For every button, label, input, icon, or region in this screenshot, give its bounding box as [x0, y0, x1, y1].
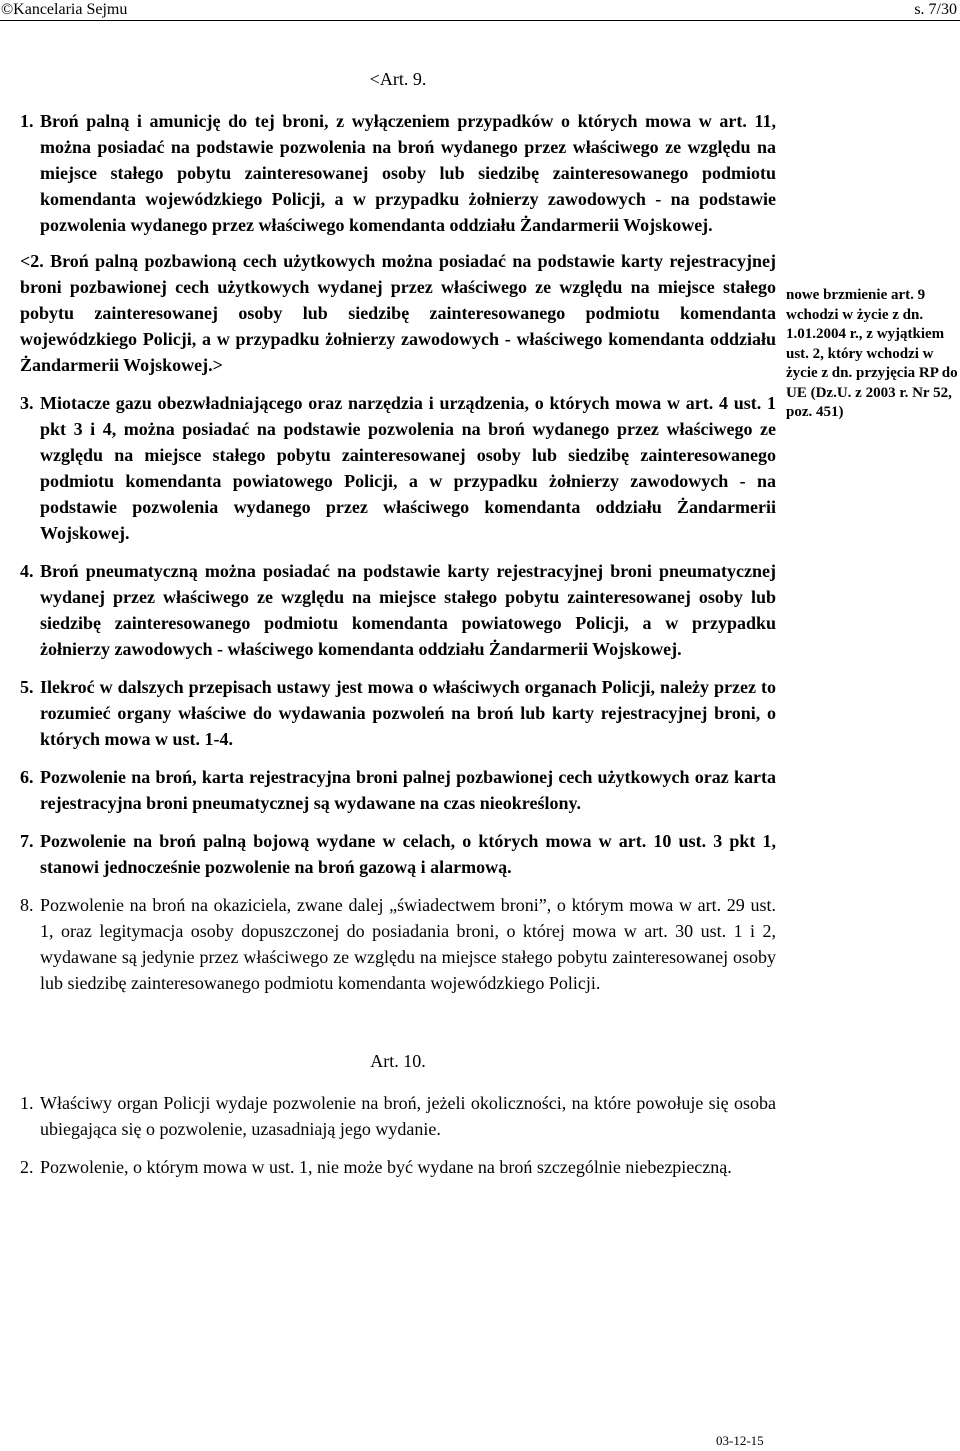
- art9-paragraph-2: [20, 248, 776, 378]
- art9-p6-number: 6.: [20, 767, 34, 787]
- art9-p5-number: 5.: [20, 677, 34, 697]
- art10-title: Art. 10.: [370, 1051, 426, 1071]
- footer-date: 03-12-15: [716, 1433, 764, 1448]
- art9-paragraph-5: [20, 674, 776, 752]
- margin-note: nowe brzmienie art. 9 wchodzi w życie z dn. 1.01.2004 r., z wyjątkiem ust. 2, który wchodzi w życie z dn. przyjęcia RP do UE (Dz.U. z 2003 r. Nr 52, poz. 451): [786, 287, 958, 420]
- page-header: [0, 0, 960, 22]
- art10-p1-number: 1.: [20, 1093, 34, 1113]
- art9-p4-number: 4.: [20, 561, 34, 581]
- art9-paragraph-8: [20, 892, 776, 996]
- header-rule: [0, 20, 960, 21]
- art9-p1-text: Broń palną i amunicję do tej broni, z wyłączeniem przypadków o których mowa w art. 11, można posiadać na podstawie pozwolenia na broń wydanego przez właściwego ze względu na miejsce stałego pobytu zainteresowanej osoby lub siedzibę zainteresowanego podmiotu komendanta wojewódzkiego Policji, a w przypadku żołnierzy zawodowych - na podstawie pozwolenia wydanego przez właściwego komendanta oddziału Żandarmerii Wojskowej.: [40, 111, 776, 235]
- art9-p1-number: 1.: [20, 111, 34, 131]
- header-copyright: ©Kancelaria Sejmu: [1, 1, 128, 18]
- art9-p3-text: Miotacze gazu obezwładniającego oraz narzędzia i urządzenia, o których mowa w art. 4 ust. 1 pkt 3 i 4, można posiadać na podstawie pozwolenia na broń wydanego przez właściwego ze względu na miejsce stałego pobytu zainteresowanej osoby lub siedzibę zainteresowanego podmiotu komendanta powiatowego Policji, a w przypadku żołnierzy zawodowych - na podstawie pozwolenia wydanego przez właściwego komendanta oddziału Żandarmerii Wojskowej.: [40, 393, 776, 543]
- art9-p3-number: 3.: [20, 393, 34, 413]
- art9-p7-number: 7.: [20, 831, 34, 851]
- art9-p8-number: 8.: [20, 895, 34, 915]
- art10-p1-text: Właściwy organ Policji wydaje pozwolenie na broń, jeżeli okoliczności, na które powołuje się osoba ubiegająca się o pozwolenie, uzasadniają jego wydanie.: [40, 1093, 776, 1139]
- art9-paragraph-7: [20, 828, 776, 880]
- art9-p2-text: Broń palną pozbawioną cech użytkowych można posiadać na podstawie karty rejestracyjnej broni pozbawionej cech użytkowych wydanej przez właściwego ze względu na miejsce stałego pobytu zainteresowanej osoby lub siedzibę zainteresowanego podmiotu komendanta wojewódzkiego Policji, a w przypadku żołnierzy zawodowych - właściwego komendanta oddziału Żandarmerii Wojskowej.>: [20, 251, 776, 375]
- art10-paragraph-2: [20, 1154, 776, 1180]
- art10-p2-number: 2.: [20, 1157, 34, 1177]
- art9-p5-text: Ilekroć w dalszych przepisach ustawy jest mowa o właściwych organach Policji, należy przez to rozumieć organy właściwe do wydawania pozwoleń na broń lub karty rejestracyjnej broni, o których mowa w ust. 1-4.: [40, 677, 776, 749]
- header-page-number: s. 7/30: [914, 1, 957, 18]
- art9-p6-text: Pozwolenie na broń, karta rejestracyjna broni palnej pozbawionej cech użytkowych oraz karta rejestracyjna broni pneumatycznej są wydawane na czas nieokreślony.: [40, 767, 776, 813]
- art9-paragraph-3: [20, 390, 776, 546]
- art10-p2-text: Pozwolenie, o którym mowa w ust. 1, nie może być wydane na broń szczególnie niebezpieczną.: [40, 1157, 732, 1177]
- art9-p7-text: Pozwolenie na broń palną bojową wydane w celach, o których mowa w art. 10 ust. 3 pkt 1, stanowi jednocześnie pozwolenie na broń gazową i alarmową.: [40, 831, 776, 877]
- art9-p2-number: <2.: [20, 251, 44, 271]
- art10-paragraph-1: [20, 1090, 776, 1142]
- art9-p8-text: Pozwolenie na broń na okaziciela, zwane dalej „świadectwem broni”, o którym mowa w art. 29 ust. 1, oraz legitymacja osoby dopuszczonej do posiadania broni, o której mowa w art. 30 ust. 1 i 2, wydawane są jedynie przez właściwego ze względu na miejsce stałego pobytu zainteresowanej osoby lub siedzibę zainteresowanego podmiotu komendanta wojewódzkiego Policji.: [40, 895, 776, 993]
- art9-paragraph-4: [20, 558, 776, 662]
- art9-paragraph-6: [20, 764, 776, 816]
- art9-paragraph-1: [20, 108, 776, 238]
- document-body: [20, 66, 776, 1192]
- art9-title: <Art. 9.: [369, 69, 427, 89]
- art9-p4-text: Broń pneumatyczną można posiadać na podstawie karty rejestracyjnej broni pneumatycznej wydanej przez właściwego ze względu na miejsce stałego pobytu zainteresowanej osoby lub siedzibę zainteresowanego podmiotu komendanta powiatowego Policji, a w przypadku żołnierzy zawodowych - właściwego komendanta oddziału Żandarmerii Wojskowej.: [40, 561, 776, 659]
